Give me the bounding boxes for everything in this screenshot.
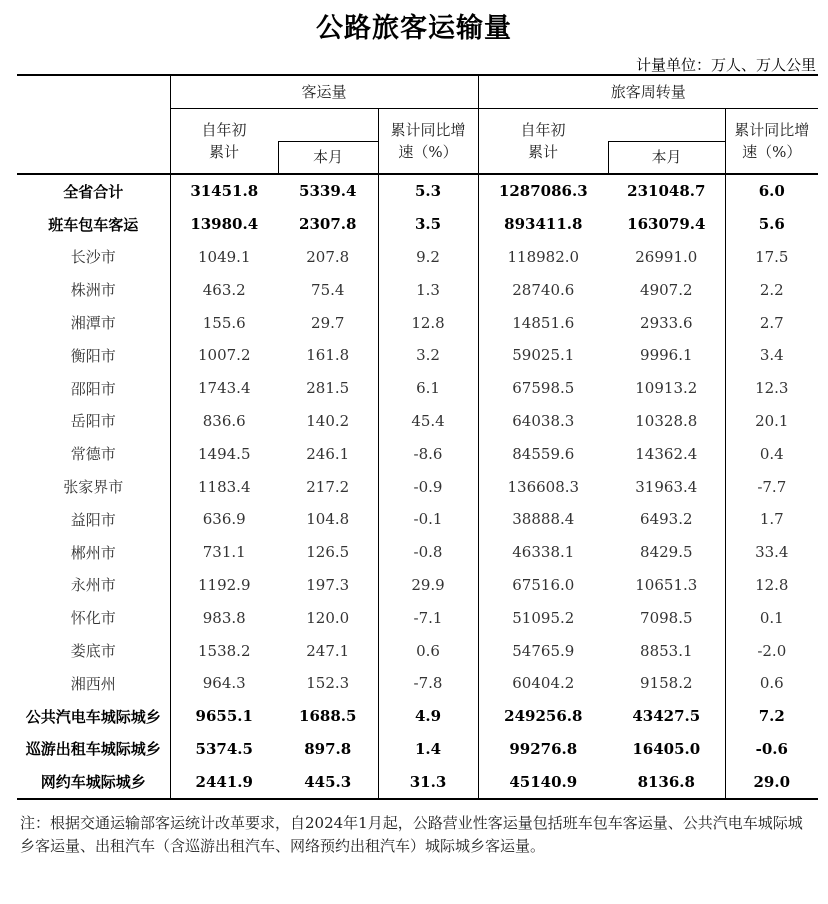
row-name: 湘潭市 [70, 314, 116, 333]
table-row [17, 536, 818, 569]
volume-month: 897.8 [304, 739, 352, 758]
turnover-ytd: 118982.0 [478, 241, 608, 274]
volume-growth: -0.9 [378, 470, 478, 503]
turnover-ytd: 67516.0 [478, 569, 608, 602]
table-row [17, 503, 818, 536]
table-row [17, 208, 818, 241]
turnover-ytd: 99276.8 [478, 733, 608, 766]
volume-growth: 1.3 [378, 273, 478, 306]
volume-month: 126.5 [306, 543, 350, 562]
turnover-growth: 3.4 [725, 339, 818, 372]
turnover-growth: 0.1 [725, 601, 818, 634]
turnover-growth: -0.6 [725, 733, 818, 766]
volume-ytd: 1494.5 [170, 437, 278, 470]
volume-ytd: 1049.1 [170, 241, 278, 274]
table-row [17, 667, 818, 700]
volume-month: 104.8 [306, 510, 350, 529]
turnover-ytd: 60404.2 [478, 667, 608, 700]
turnover-growth: 6.0 [725, 174, 818, 208]
turnover-ytd: 46338.1 [478, 536, 608, 569]
unit-label: 计量单位：万人、万人公里 [635, 56, 816, 74]
volume-month: 5339.4 [278, 174, 378, 208]
volume-ytd: 5374.5 [170, 733, 278, 766]
turnover-month: 7098.5 [640, 608, 693, 627]
turnover-month: 163079.4 [627, 215, 706, 234]
volume-growth: 45.4 [378, 405, 478, 438]
volume-month: 29.7 [311, 313, 345, 332]
header-passenger-turnover: 旅客周转量 [478, 75, 818, 108]
volume-ytd: 1192.9 [170, 569, 278, 602]
turnover-growth: 7.2 [725, 700, 818, 733]
volume-growth: -8.6 [378, 437, 478, 470]
volume-month: 445.3 [278, 765, 378, 799]
header-corner [17, 75, 170, 174]
table-row [17, 339, 818, 372]
volume-ytd: 636.9 [170, 503, 278, 536]
row-name: 长沙市 [70, 248, 116, 267]
table-row [17, 372, 818, 405]
header-turnover-month-spacer [608, 108, 725, 141]
row-name: 岳阳市 [70, 412, 116, 431]
row-name: 郴州市 [70, 543, 116, 562]
volume-month: 207.8 [306, 247, 350, 266]
turnover-month: 10328.8 [635, 411, 698, 430]
volume-month: 2307.8 [299, 215, 357, 234]
table-row [17, 634, 818, 667]
row-name: 巡游出租车城际城乡 [25, 740, 161, 759]
volume-month: 247.1 [306, 641, 350, 660]
table-row [17, 470, 818, 503]
turnover-ytd: 136608.3 [478, 470, 608, 503]
page-title: 公路旅客运输量 [316, 13, 512, 44]
turnover-growth: 2.7 [725, 306, 818, 339]
turnover-month: 16405.0 [632, 739, 701, 758]
turnover-ytd: 28740.6 [478, 273, 608, 306]
row-name: 公共汽电车城际城乡 [25, 707, 161, 726]
turnover-ytd: 38888.4 [478, 503, 608, 536]
row-name: 班车包车客运 [48, 215, 139, 234]
volume-ytd: 13980.4 [170, 208, 278, 241]
table-row [17, 733, 818, 766]
turnover-month: 43427.5 [632, 707, 701, 726]
volume-growth: 1.4 [378, 733, 478, 766]
turnover-ytd: 84559.6 [478, 437, 608, 470]
turnover-month: 9996.1 [640, 346, 693, 365]
volume-ytd: 155.6 [170, 306, 278, 339]
volume-month: 197.3 [306, 575, 350, 594]
turnover-growth: 2.2 [725, 273, 818, 306]
table-row [17, 306, 818, 339]
volume-month: 152.3 [306, 674, 350, 693]
volume-growth: 0.6 [378, 634, 478, 667]
header-turnover-growth: 累计同比增 速（%） [725, 108, 818, 174]
row-name: 怀化市 [70, 609, 116, 628]
row-name: 网约车城际城乡 [17, 765, 170, 799]
volume-growth: 9.2 [378, 241, 478, 274]
turnover-ytd: 67598.5 [478, 372, 608, 405]
volume-ytd: 964.3 [170, 667, 278, 700]
volume-month: 1688.5 [299, 707, 357, 726]
row-name: 全省合计 [17, 174, 170, 208]
volume-growth: 29.9 [378, 569, 478, 602]
table-row [17, 437, 818, 470]
header-turnover-ytd: 自年初 累计 [478, 108, 608, 174]
header-turnover-month: 本月 [608, 141, 725, 174]
volume-month: 75.4 [311, 280, 345, 299]
header-volume-growth: 累计同比增 速（%） [378, 108, 478, 174]
turnover-ytd: 54765.9 [478, 634, 608, 667]
table-row [17, 569, 818, 602]
volume-growth: 31.3 [378, 765, 478, 799]
turnover-ytd: 51095.2 [478, 601, 608, 634]
volume-growth: 12.8 [378, 306, 478, 339]
turnover-growth: -2.0 [725, 634, 818, 667]
volume-ytd: 731.1 [170, 536, 278, 569]
header-passenger-volume: 客运量 [170, 75, 478, 108]
turnover-month: 31963.4 [635, 477, 698, 496]
turnover-growth: 12.8 [725, 569, 818, 602]
row-name: 湘西州 [70, 674, 116, 693]
volume-growth: 6.1 [378, 372, 478, 405]
row-name: 株洲市 [70, 281, 116, 300]
volume-ytd: 463.2 [170, 273, 278, 306]
volume-growth: -0.8 [378, 536, 478, 569]
volume-growth: -7.8 [378, 667, 478, 700]
volume-ytd: 1183.4 [170, 470, 278, 503]
volume-ytd: 983.8 [170, 601, 278, 634]
turnover-month: 4907.2 [640, 280, 693, 299]
turnover-ytd: 45140.9 [478, 765, 608, 799]
volume-month: 281.5 [306, 379, 350, 398]
turnover-growth: -7.7 [725, 470, 818, 503]
header-volume-month: 本月 [278, 141, 378, 174]
volume-ytd: 1743.4 [170, 372, 278, 405]
turnover-growth: 1.7 [725, 503, 818, 536]
table-body [17, 174, 818, 799]
row-name: 常德市 [70, 445, 116, 464]
volume-month: 140.2 [306, 411, 350, 430]
turnover-growth: 33.4 [725, 536, 818, 569]
header-volume-ytd: 自年初 累计 [170, 108, 278, 174]
table-row [17, 174, 818, 208]
turnover-ytd: 249256.8 [478, 700, 608, 733]
table-row [17, 765, 818, 799]
volume-ytd: 9655.1 [170, 700, 278, 733]
volume-month: 161.8 [306, 346, 350, 365]
volume-ytd: 836.6 [170, 405, 278, 438]
table-row [17, 273, 818, 306]
turnover-growth: 12.3 [725, 372, 818, 405]
turnover-month: 9158.2 [640, 674, 693, 693]
row-name: 益阳市 [70, 510, 116, 529]
row-name: 邵阳市 [70, 379, 116, 398]
turnover-growth: 20.1 [725, 405, 818, 438]
turnover-month: 231048.7 [608, 174, 725, 208]
row-name: 娄底市 [70, 642, 116, 661]
turnover-month: 6493.2 [640, 510, 693, 529]
volume-ytd: 1007.2 [170, 339, 278, 372]
volume-ytd: 31451.8 [170, 174, 278, 208]
turnover-growth: 5.6 [725, 208, 818, 241]
passenger-transport-table [17, 74, 818, 800]
turnover-month: 10651.3 [635, 575, 698, 594]
turnover-month: 8429.5 [640, 543, 693, 562]
volume-month: 246.1 [306, 444, 350, 463]
table-row [17, 601, 818, 634]
volume-growth: 5.3 [378, 174, 478, 208]
row-name: 衡阳市 [70, 346, 116, 365]
turnover-growth: 29.0 [725, 765, 818, 799]
volume-ytd: 1538.2 [170, 634, 278, 667]
turnover-month: 8136.8 [608, 765, 725, 799]
row-name: 张家界市 [63, 478, 124, 497]
volume-ytd: 2441.9 [170, 765, 278, 799]
turnover-growth: 0.6 [725, 667, 818, 700]
turnover-growth: 17.5 [725, 241, 818, 274]
volume-growth: -0.1 [378, 503, 478, 536]
turnover-month: 26991.0 [635, 247, 698, 266]
volume-growth: -7.1 [378, 601, 478, 634]
turnover-month: 8853.1 [640, 641, 693, 660]
turnover-ytd: 1287086.3 [478, 174, 608, 208]
header-volume-month-spacer [278, 108, 378, 141]
turnover-growth: 0.4 [725, 437, 818, 470]
volume-month: 120.0 [306, 608, 350, 627]
volume-month: 217.2 [306, 477, 350, 496]
volume-growth: 4.9 [378, 700, 478, 733]
table-row [17, 700, 818, 733]
turnover-month: 14362.4 [635, 444, 698, 463]
turnover-ytd: 59025.1 [478, 339, 608, 372]
turnover-month: 10913.2 [635, 379, 698, 398]
volume-growth: 3.2 [378, 339, 478, 372]
turnover-ytd: 64038.3 [478, 405, 608, 438]
table-row [17, 405, 818, 438]
turnover-ytd: 893411.8 [478, 208, 608, 241]
row-name: 永州市 [70, 576, 116, 595]
turnover-ytd: 14851.6 [478, 306, 608, 339]
footnote: 注：根据交通运输部客运统计改革要求，自2024年1月起，公路营业性客运量包括班车包车客运量、公共汽电车城际城乡客运量、出租汽车（含巡游出租汽车、网络预约出租汽车）城际城乡客运量。 [20, 814, 803, 855]
turnover-month: 2933.6 [640, 313, 693, 332]
table-row [17, 241, 818, 274]
volume-growth: 3.5 [378, 208, 478, 241]
